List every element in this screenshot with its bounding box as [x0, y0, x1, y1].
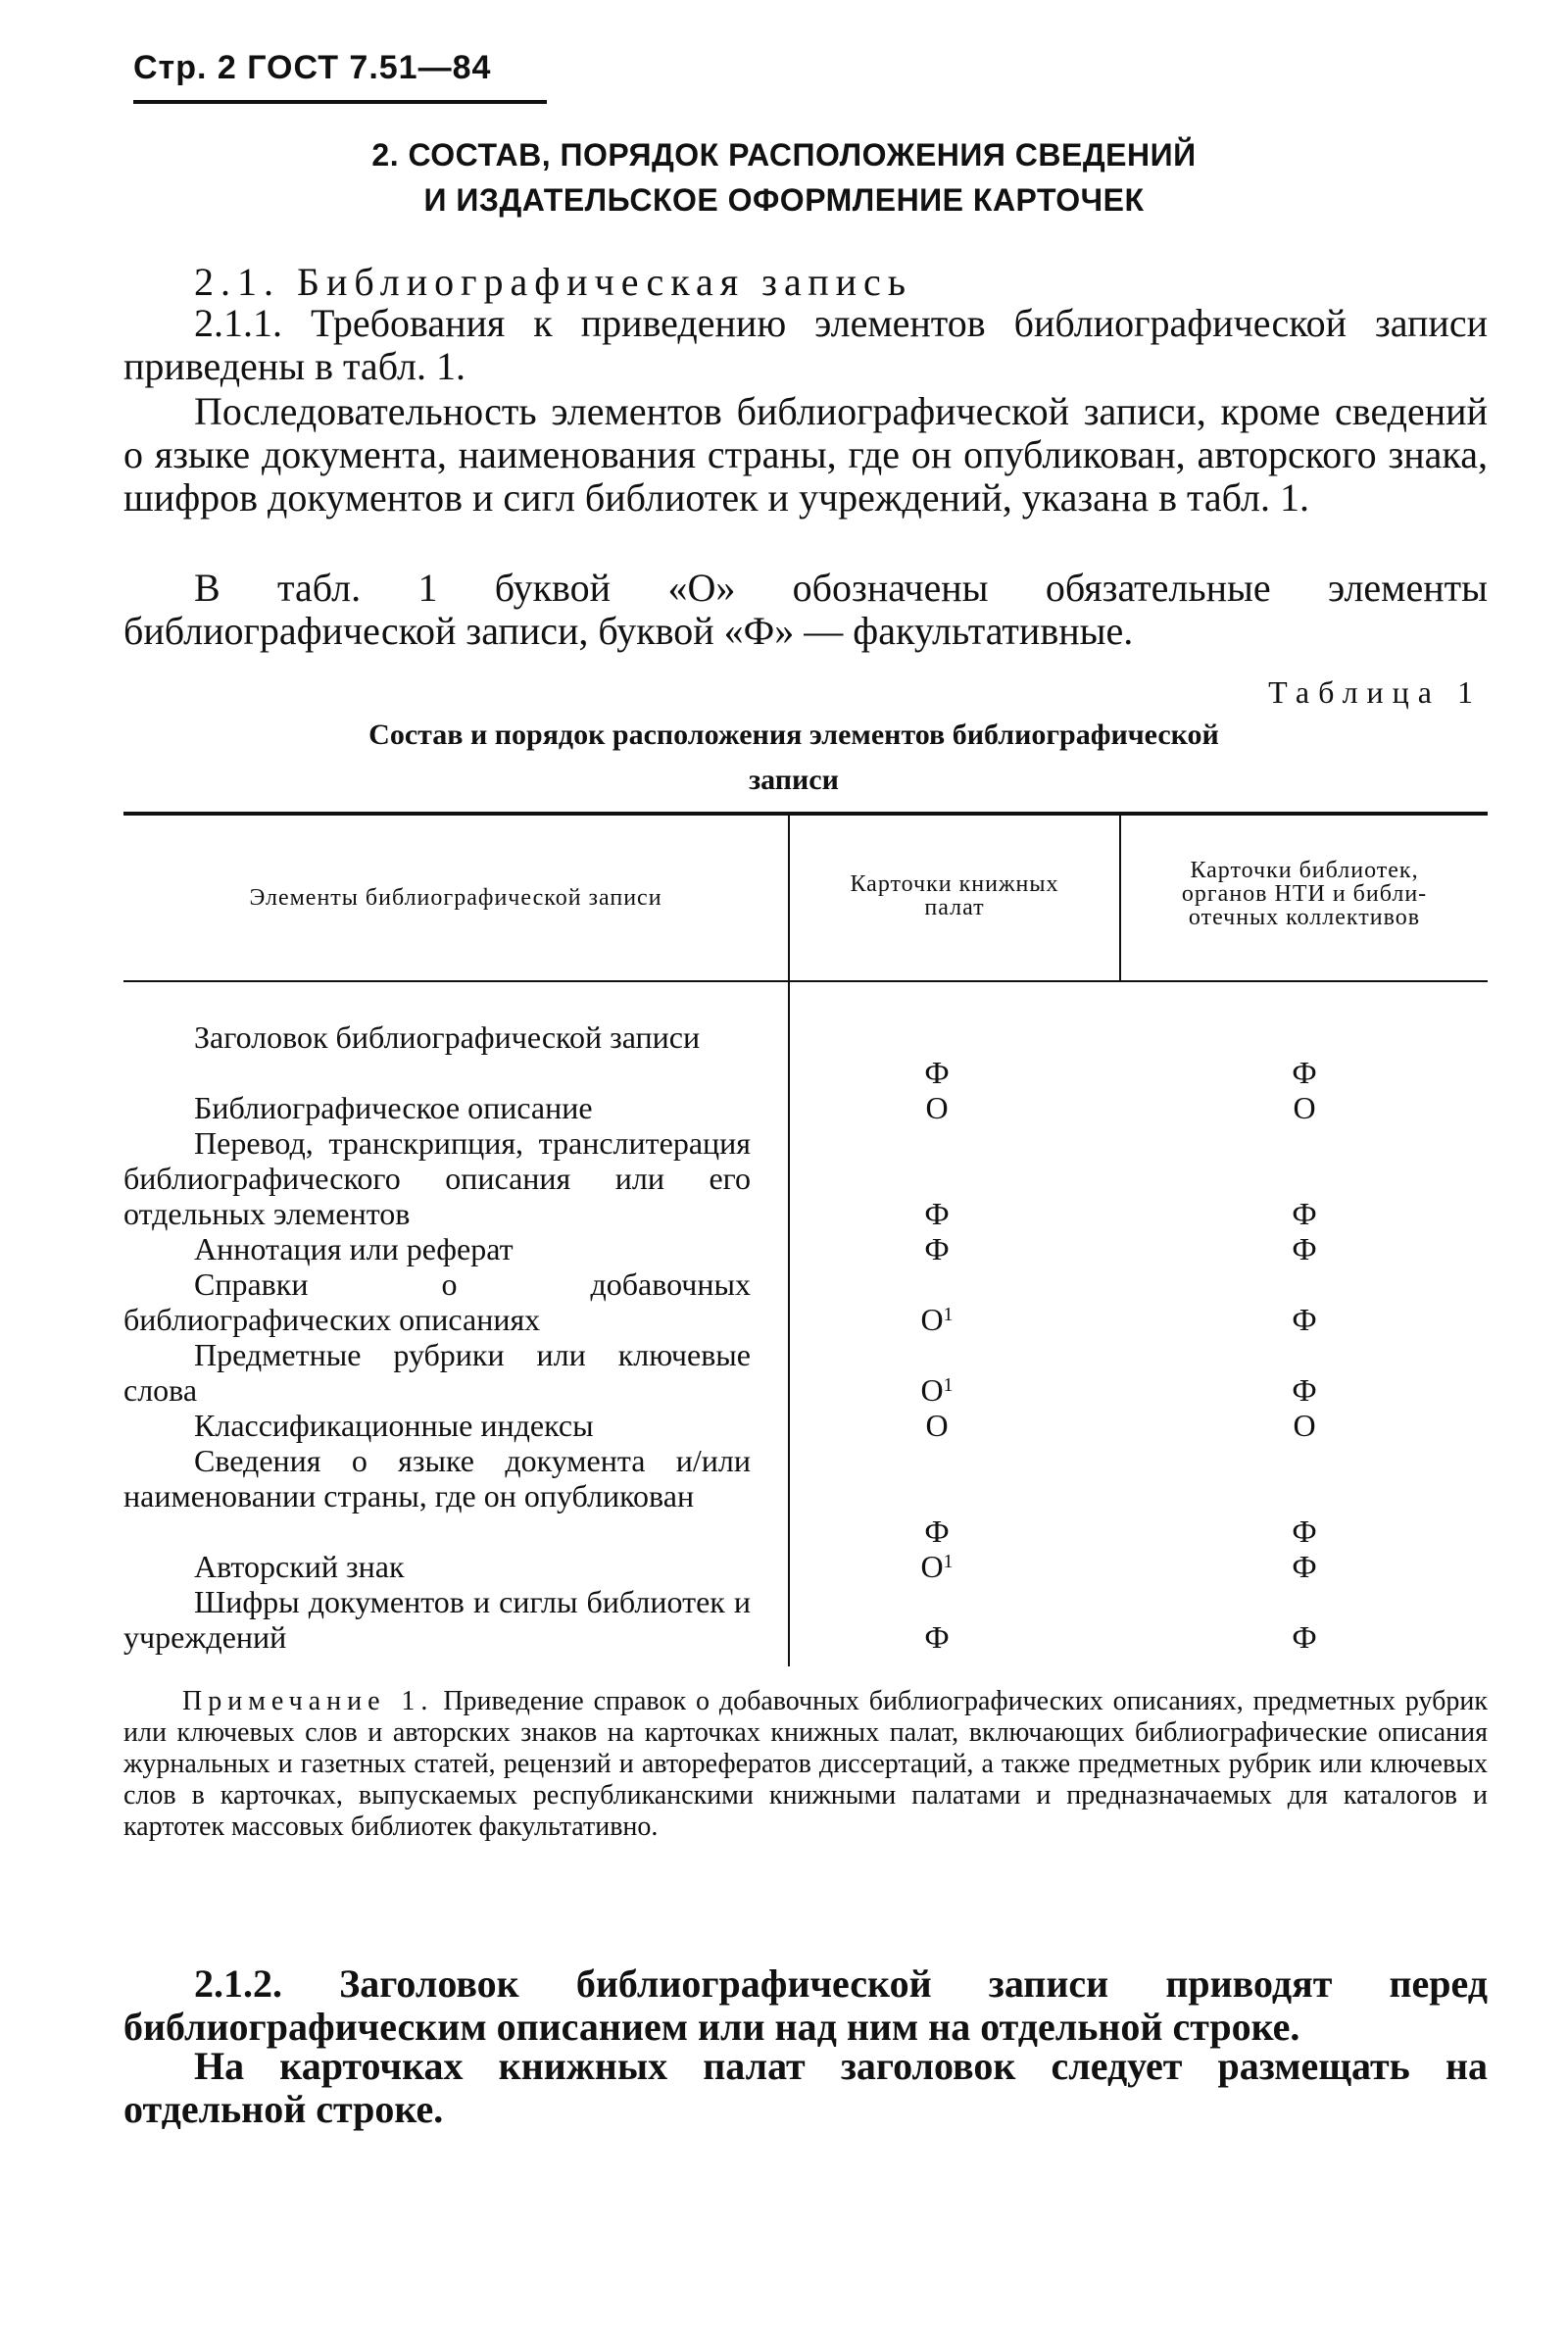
table-row-label: Аннотация или реферат: [194, 1231, 514, 1266]
table-cell-book-chambers: О: [925, 1408, 949, 1443]
table-cell-libraries: Ф: [1292, 1513, 1317, 1549]
column-header-line: органов НТИ и библи-: [1181, 881, 1428, 907]
paragraph-table-reference: В табл. 1 буквой «О» обозначены обязательные элементы библиографической записи, буквой «Ф» — факультативные.: [123, 566, 1488, 653]
table-cell-book-chambers: $О^1$: [920, 1302, 954, 1337]
paragraph-2-1-2: 2.1.2. Заголовок библиографической записи приводят перед библиографическим описанием или над ним на отдельной строке.: [123, 1961, 1488, 2049]
running-head: Стр. 2 ГОСТ 7.51—84: [133, 49, 492, 86]
table-label: Таблица 1: [1268, 674, 1482, 710]
subsection-heading: 2.1. Библиографическая запись: [194, 260, 913, 304]
section-title-line-1: 2. СОСТАВ, ПОРЯДОК РАСПОЛОЖЕНИЯ СВЕДЕНИЙ: [371, 137, 1197, 173]
table-row-label: Справки о добавочных библиографических описаниях: [123, 1266, 751, 1337]
table-cell-libraries: Ф: [1292, 1055, 1317, 1090]
table-cell-book-chambers: О: [925, 1090, 949, 1125]
table-cell-book-chambers: Ф: [924, 1513, 950, 1549]
paragraph-book-chamber-cards: На карточках книжных палат заголовок следует размещать на отдельной строке.: [123, 2044, 1488, 2131]
table-note: [123, 1686, 1488, 1843]
paragraph-2-1-1: 2.1.1. Требования к приведению элементов библиографической записи приведены в табл. 1.: [123, 301, 1488, 388]
column-header-line: Карточки библиотек,: [1190, 858, 1419, 883]
table-cell-libraries: О: [1293, 1408, 1316, 1443]
table-cell-book-chambers: Ф: [924, 1619, 950, 1655]
column-header-elements: Элементы библиографической записи: [249, 885, 662, 911]
table-cell-libraries: Ф: [1292, 1302, 1317, 1337]
note-label: Примечание 1.: [182, 1686, 434, 1716]
paragraph-sequence: Последовательность элементов библиографической записи, кроме сведений о языке документа, наименования страны, где он опубликован, авторского знака, шифров документов и сигл библиотек и учреждений, указана в табл. 1.: [123, 389, 1488, 520]
table-row-label: Перевод, транскрипция, транслитерация библиографического описания или его отдельных элементов: [123, 1125, 751, 1231]
table-top-rule: [123, 812, 1488, 816]
table-cell-book-chambers: $О^1$: [920, 1549, 954, 1584]
table-row-label: Шифры документов и сиглы библиотек и учреждений: [123, 1584, 751, 1655]
table-caption-line-2: записи: [749, 764, 839, 796]
table-cell-libraries: О: [1293, 1090, 1316, 1125]
column-header-line: отечных коллективов: [1188, 905, 1421, 930]
table-row-label: Заголовок библиографической записи: [194, 1019, 701, 1055]
table-cell-libraries: Ф: [1292, 1231, 1317, 1266]
table-header-rule: [123, 980, 1488, 982]
table-row-label: Авторский знак: [194, 1549, 405, 1584]
section-title-line-2: И ИЗДАТЕЛЬСКОЕ ОФОРМЛЕНИЕ КАРТОЧЕК: [423, 182, 1145, 218]
table-cell-libraries: Ф: [1292, 1372, 1317, 1408]
column-header-line: палат: [924, 895, 985, 920]
table-row-label: Сведения о языке документа и/или наименовании страны, где он опубликован: [123, 1443, 751, 1513]
table-caption-line-1: Состав и порядок расположения элементов библиографической: [368, 719, 1219, 751]
table-cell-libraries: Ф: [1292, 1549, 1317, 1584]
table-cell-book-chambers: Ф: [924, 1231, 950, 1266]
column-header-libraries: [1121, 859, 1488, 929]
column-header-book-chambers: [790, 872, 1119, 919]
table-cell-libraries: Ф: [1292, 1196, 1317, 1231]
table-cell-book-chambers: Ф: [924, 1055, 950, 1090]
running-head-rule: [133, 100, 547, 104]
note-text: Приведение справок о добавочных библиографических описаниях, предметных рубрик или ключевых слов и авторских знаков на карточках книжных палат, включающих библиографические описания журнальных и газетных статей, рецензий и авторефератов диссертаций, а также предметных рубрик или ключевых слов в карточках, выпускаемых республиканскими книжными палатами и предназначаемых для каталогов и картотек массовых библиотек факультативно.: [123, 1686, 1489, 1842]
table-cell-book-chambers: Ф: [924, 1196, 950, 1231]
table-row-label: Предметные рубрики или ключевые слова: [123, 1337, 751, 1408]
table-cell-book-chambers: $О^1$: [920, 1372, 954, 1408]
table-cell-libraries: Ф: [1292, 1619, 1317, 1655]
column-header-line: Карточки книжных: [850, 871, 1059, 897]
table-row-label: Библиографическое описание: [194, 1090, 593, 1125]
table-row-label: Классификационные индексы: [194, 1408, 594, 1443]
